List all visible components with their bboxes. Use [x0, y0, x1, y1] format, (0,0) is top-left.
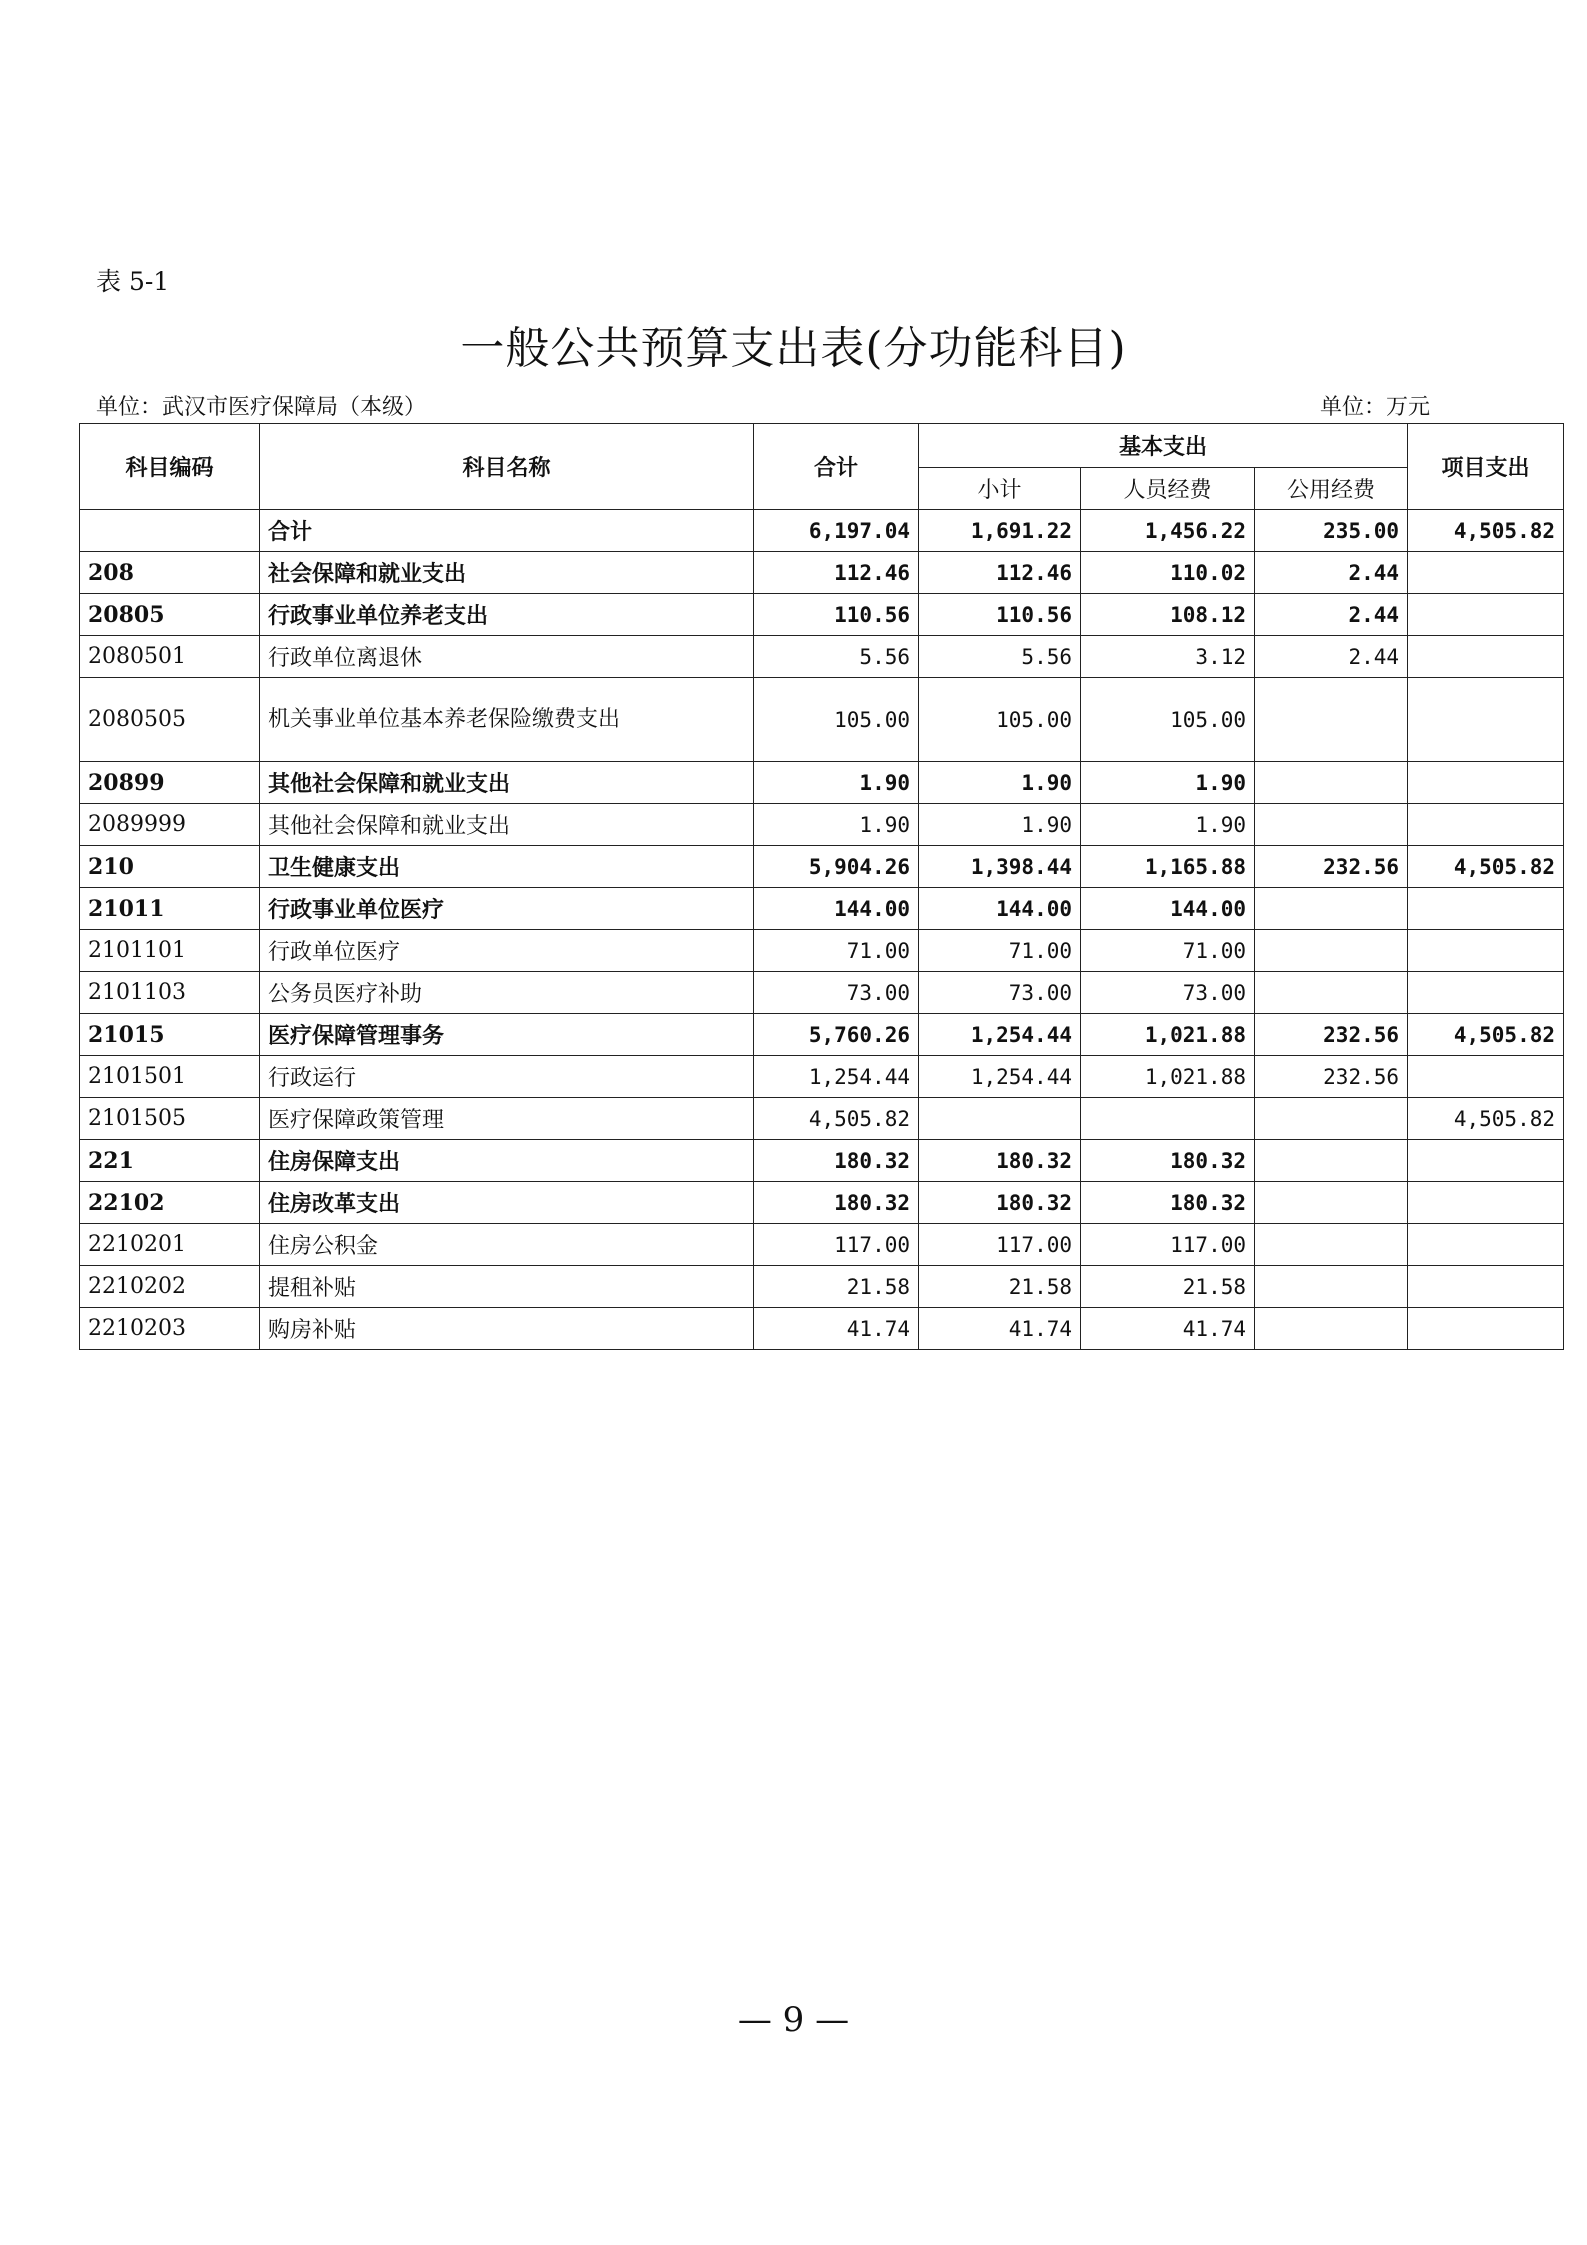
- cell-project: 4,505.82: [1408, 846, 1564, 888]
- cell-subtotal: 112.46: [919, 552, 1081, 594]
- header-subtotal: 小计: [919, 468, 1081, 510]
- cell-total: 1.90: [754, 804, 919, 846]
- cell-public: [1255, 1140, 1408, 1182]
- cell-subtotal: 1,691.22: [919, 510, 1081, 552]
- cell-code: 20899: [80, 762, 260, 804]
- cell-total: 144.00: [754, 888, 919, 930]
- table-row: [80, 594, 1564, 636]
- cell-public: [1255, 678, 1408, 762]
- cell-subtotal: 1,254.44: [919, 1056, 1081, 1098]
- table-row: [80, 1140, 1564, 1182]
- cell-personnel: 1,021.88: [1081, 1014, 1255, 1056]
- cell-project: [1408, 762, 1564, 804]
- cell-total: 180.32: [754, 1140, 919, 1182]
- cell-personnel: 108.12: [1081, 594, 1255, 636]
- cell-public: 2.44: [1255, 636, 1408, 678]
- cell-personnel: 117.00: [1081, 1224, 1255, 1266]
- cell-name: 医疗保障政策管理: [260, 1098, 754, 1140]
- table-row: [80, 1266, 1564, 1308]
- cell-name: 其他社会保障和就业支出: [260, 804, 754, 846]
- cell-total: 4,505.82: [754, 1098, 919, 1140]
- cell-subtotal: 180.32: [919, 1182, 1081, 1224]
- cell-project: 4,505.82: [1408, 1014, 1564, 1056]
- cell-public: [1255, 1182, 1408, 1224]
- cell-subtotal: 144.00: [919, 888, 1081, 930]
- cell-name: 合计: [260, 510, 754, 552]
- cell-public: [1255, 1308, 1408, 1350]
- cell-project: [1408, 888, 1564, 930]
- cell-subtotal: 71.00: [919, 930, 1081, 972]
- cell-total: 110.56: [754, 594, 919, 636]
- cell-total: 5,760.26: [754, 1014, 919, 1056]
- cell-name: 购房补贴: [260, 1308, 754, 1350]
- cell-project: [1408, 1140, 1564, 1182]
- cell-name: 机关事业单位基本养老保险缴费支出: [260, 678, 754, 762]
- table-row: [80, 1224, 1564, 1266]
- cell-personnel: 1.90: [1081, 804, 1255, 846]
- cell-project: [1408, 1224, 1564, 1266]
- cell-public: 235.00: [1255, 510, 1408, 552]
- cell-subtotal: 117.00: [919, 1224, 1081, 1266]
- cell-code: 2080501: [80, 636, 260, 678]
- cell-code: 208: [80, 552, 260, 594]
- table-row: [80, 552, 1564, 594]
- cell-subtotal: 110.56: [919, 594, 1081, 636]
- cell-subtotal: [919, 1098, 1081, 1140]
- cell-public: [1255, 1224, 1408, 1266]
- table-row: [80, 1098, 1564, 1140]
- cell-code: 221: [80, 1140, 260, 1182]
- cell-project: [1408, 594, 1564, 636]
- cell-code: 2210201: [80, 1224, 260, 1266]
- table-row: [80, 510, 1564, 552]
- cell-public: [1255, 804, 1408, 846]
- unit-currency: 单位：万元: [1320, 395, 1431, 420]
- table-row: [80, 762, 1564, 804]
- cell-total: 71.00: [754, 930, 919, 972]
- cell-personnel: 1.90: [1081, 762, 1255, 804]
- cell-total: 105.00: [754, 678, 919, 762]
- cell-total: 5,904.26: [754, 846, 919, 888]
- table-number: 表 5-1: [96, 267, 170, 296]
- cell-subtotal: 73.00: [919, 972, 1081, 1014]
- header-name: 科目名称: [260, 424, 754, 510]
- cell-name: 其他社会保障和就业支出: [260, 762, 754, 804]
- table-row: [80, 930, 1564, 972]
- cell-code: 20805: [80, 594, 260, 636]
- cell-personnel: 105.00: [1081, 678, 1255, 762]
- cell-name: 公务员医疗补助: [260, 972, 754, 1014]
- header-personnel: 人员经费: [1081, 468, 1255, 510]
- cell-total: 73.00: [754, 972, 919, 1014]
- cell-personnel: 3.12: [1081, 636, 1255, 678]
- cell-public: [1255, 1098, 1408, 1140]
- cell-code: 2101501: [80, 1056, 260, 1098]
- table-row: [80, 1014, 1564, 1056]
- cell-personnel: 21.58: [1081, 1266, 1255, 1308]
- cell-name: 行政单位离退休: [260, 636, 754, 678]
- cell-name: 住房公积金: [260, 1224, 754, 1266]
- table-row: [80, 636, 1564, 678]
- cell-personnel: 73.00: [1081, 972, 1255, 1014]
- cell-project: [1408, 1266, 1564, 1308]
- cell-name: 行政事业单位养老支出: [260, 594, 754, 636]
- cell-personnel: 180.32: [1081, 1140, 1255, 1182]
- cell-personnel: 144.00: [1081, 888, 1255, 930]
- unit-organization: 单位：武汉市医疗保障局（本级）: [96, 395, 427, 420]
- page-title: 一般公共预算支出表(分功能科目): [460, 323, 1127, 374]
- cell-name: 住房改革支出: [260, 1182, 754, 1224]
- cell-subtotal: 41.74: [919, 1308, 1081, 1350]
- cell-public: 232.56: [1255, 1056, 1408, 1098]
- cell-project: [1408, 678, 1564, 762]
- cell-project: [1408, 972, 1564, 1014]
- cell-total: 6,197.04: [754, 510, 919, 552]
- cell-public: 2.44: [1255, 594, 1408, 636]
- cell-subtotal: 5.56: [919, 636, 1081, 678]
- cell-project: [1408, 1308, 1564, 1350]
- cell-total: 180.32: [754, 1182, 919, 1224]
- cell-code: 2101505: [80, 1098, 260, 1140]
- cell-personnel: 1,021.88: [1081, 1056, 1255, 1098]
- cell-total: 117.00: [754, 1224, 919, 1266]
- cell-project: [1408, 552, 1564, 594]
- cell-total: 112.46: [754, 552, 919, 594]
- cell-total: 5.56: [754, 636, 919, 678]
- cell-code: 2210202: [80, 1266, 260, 1308]
- header-total: 合计: [754, 424, 919, 510]
- table-row: [80, 1308, 1564, 1350]
- header-code: 科目编码: [80, 424, 260, 510]
- cell-name: 行政单位医疗: [260, 930, 754, 972]
- cell-total: 1.90: [754, 762, 919, 804]
- cell-public: 2.44: [1255, 552, 1408, 594]
- cell-name: 卫生健康支出: [260, 846, 754, 888]
- cell-subtotal: 1.90: [919, 804, 1081, 846]
- cell-subtotal: 1.90: [919, 762, 1081, 804]
- table-row: [80, 1182, 1564, 1224]
- cell-personnel: 1,165.88: [1081, 846, 1255, 888]
- cell-personnel: 41.74: [1081, 1308, 1255, 1350]
- budget-table: [79, 423, 1564, 1350]
- cell-public: [1255, 888, 1408, 930]
- cell-personnel: 1,456.22: [1081, 510, 1255, 552]
- header-project: 项目支出: [1408, 424, 1564, 510]
- page-number: — 9 —: [737, 2000, 850, 2040]
- cell-code: 21015: [80, 1014, 260, 1056]
- cell-personnel: 110.02: [1081, 552, 1255, 594]
- cell-subtotal: 1,398.44: [919, 846, 1081, 888]
- cell-subtotal: 21.58: [919, 1266, 1081, 1308]
- header-public: 公用经费: [1255, 468, 1408, 510]
- cell-personnel: [1081, 1098, 1255, 1140]
- cell-code: 210: [80, 846, 260, 888]
- cell-total: 1,254.44: [754, 1056, 919, 1098]
- table-row: [80, 846, 1564, 888]
- cell-public: [1255, 930, 1408, 972]
- cell-project: [1408, 804, 1564, 846]
- cell-public: 232.56: [1255, 846, 1408, 888]
- cell-code: 22102: [80, 1182, 260, 1224]
- cell-code: 2080505: [80, 678, 260, 762]
- table-row: [80, 1056, 1564, 1098]
- cell-code: [80, 510, 260, 552]
- table-row: [80, 678, 1564, 762]
- cell-project: [1408, 1182, 1564, 1224]
- cell-name: 医疗保障管理事务: [260, 1014, 754, 1056]
- cell-total: 21.58: [754, 1266, 919, 1308]
- header-basic: 基本支出: [919, 424, 1408, 468]
- cell-name: 社会保障和就业支出: [260, 552, 754, 594]
- cell-project: 4,505.82: [1408, 1098, 1564, 1140]
- cell-code: 2101101: [80, 930, 260, 972]
- cell-personnel: 71.00: [1081, 930, 1255, 972]
- cell-public: [1255, 972, 1408, 1014]
- table-body: [80, 510, 1564, 1350]
- cell-name: 行政事业单位医疗: [260, 888, 754, 930]
- cell-total: 41.74: [754, 1308, 919, 1350]
- cell-name: 行政运行: [260, 1056, 754, 1098]
- cell-project: [1408, 636, 1564, 678]
- cell-subtotal: 105.00: [919, 678, 1081, 762]
- cell-public: 232.56: [1255, 1014, 1408, 1056]
- cell-project: [1408, 930, 1564, 972]
- cell-public: [1255, 762, 1408, 804]
- cell-code: 2101103: [80, 972, 260, 1014]
- cell-public: [1255, 1266, 1408, 1308]
- table-row: [80, 888, 1564, 930]
- cell-name: 住房保障支出: [260, 1140, 754, 1182]
- cell-code: 21011: [80, 888, 260, 930]
- cell-subtotal: 1,254.44: [919, 1014, 1081, 1056]
- cell-project: [1408, 1056, 1564, 1098]
- cell-code: 2089999: [80, 804, 260, 846]
- table-row: [80, 972, 1564, 1014]
- table-row: [80, 804, 1564, 846]
- cell-code: 2210203: [80, 1308, 260, 1350]
- cell-name: 提租补贴: [260, 1266, 754, 1308]
- cell-subtotal: 180.32: [919, 1140, 1081, 1182]
- cell-personnel: 180.32: [1081, 1182, 1255, 1224]
- cell-project: 4,505.82: [1408, 510, 1564, 552]
